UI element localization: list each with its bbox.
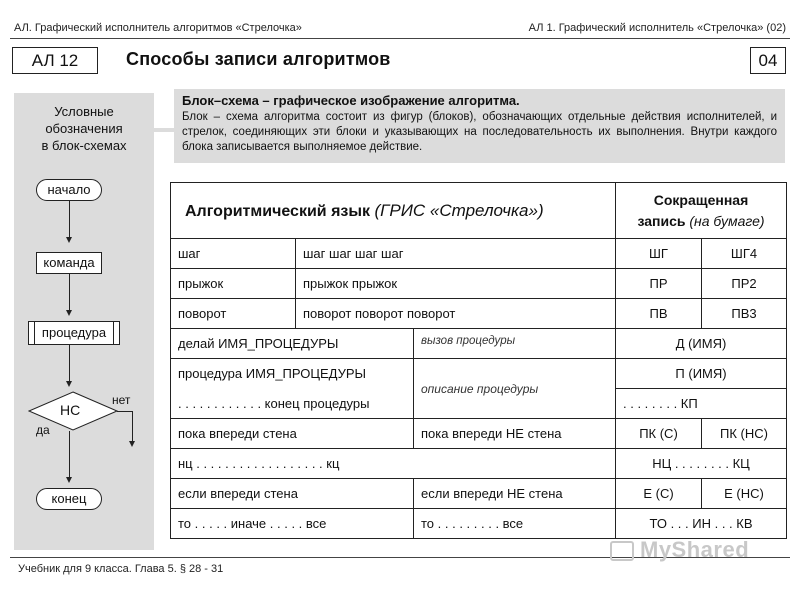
cell: если впереди стена xyxy=(171,479,414,509)
cell: ПК (НС) xyxy=(702,419,787,449)
legend-connector xyxy=(154,128,174,132)
cell: шаг xyxy=(171,239,296,269)
header-main-label: Алгоритмический язык xyxy=(185,202,371,220)
cell: пока впереди стена xyxy=(171,419,414,449)
header-short-line1: Сокращенная xyxy=(653,191,749,208)
cell: П (ИМЯ) xyxy=(616,359,787,389)
flow-arrow xyxy=(66,477,72,483)
cell-note: описание процедуры xyxy=(414,359,616,419)
cell: если впереди НЕ стена xyxy=(414,479,616,509)
no-branch-line xyxy=(132,411,133,445)
table-row xyxy=(171,299,787,329)
cell: поворот поворот поворот xyxy=(296,299,616,329)
watermark-icon xyxy=(610,541,634,561)
procedure-block-shape xyxy=(28,321,120,345)
table-row xyxy=(171,509,787,539)
end-terminal-shape: конец xyxy=(36,488,102,510)
legend-title-line1: Условные xyxy=(54,104,114,119)
legend-title-line3: в блок-схемах xyxy=(41,138,127,153)
condition-yes-label: да xyxy=(36,423,50,437)
flow-line xyxy=(69,201,70,241)
cell: пока впереди НЕ стена xyxy=(414,419,616,449)
cell: то . . . . . . . . . все xyxy=(414,509,616,539)
legend-title xyxy=(14,103,154,154)
flow-line xyxy=(69,274,70,314)
page-number: 04 xyxy=(750,47,786,74)
table-row xyxy=(171,269,787,299)
cell: ПВ xyxy=(616,299,702,329)
flow-line xyxy=(69,345,70,385)
cell: процедура ИМЯ_ПРОЦЕДУРЫ xyxy=(171,359,414,389)
cell: поворот xyxy=(171,299,296,329)
header-main-italic: (ГРИС «Стрелочка») xyxy=(374,200,544,220)
header-left: АЛ. Графический исполнитель алгоритмов «Стрелочка» xyxy=(14,22,302,34)
cell: ПР xyxy=(616,269,702,299)
flow-arrow xyxy=(66,310,72,316)
procedure-right-bar xyxy=(113,322,114,344)
flow-arrow xyxy=(66,237,72,243)
cell: ШГ4 xyxy=(702,239,787,269)
top-divider xyxy=(10,38,790,39)
condition-label: НС xyxy=(60,402,81,418)
cell: нц . . . . . . . . . . . . . . . . . . кц xyxy=(171,449,616,479)
table-row xyxy=(171,479,787,509)
command-block-shape: команда xyxy=(36,252,102,274)
start-terminal-shape: начало xyxy=(36,179,102,201)
header-right: АЛ 1. Графический исполнитель «Стрелочка» (02) xyxy=(528,22,786,34)
watermark-text: MyShared xyxy=(640,537,750,562)
table-row xyxy=(171,449,787,479)
page-title: Способы записи алгоритмов xyxy=(126,49,391,69)
cell: . . . . . . . . КП xyxy=(616,389,787,419)
flow-line xyxy=(69,431,70,481)
cell: ПК (С) xyxy=(616,419,702,449)
header-short-line2: запись xyxy=(637,212,686,229)
no-branch-line xyxy=(117,411,132,412)
table-row xyxy=(171,239,787,269)
header-short-notation xyxy=(616,183,787,239)
definition-title: Блок–схема – графическое изображение алгоритма. xyxy=(182,93,520,108)
cell: ШГ xyxy=(616,239,702,269)
lesson-code: АЛ 12 xyxy=(12,47,98,74)
cell: делай ИМЯ_ПРОЦЕДУРЫ xyxy=(171,329,414,359)
cell: НЦ . . . . . . . . КЦ xyxy=(616,449,787,479)
cell: прыжок прыжок xyxy=(296,269,616,299)
legend-title-line2: обозначения xyxy=(45,121,123,136)
cell: шаг шаг шаг шаг xyxy=(296,239,616,269)
flow-arrow xyxy=(129,441,135,447)
header-short-italic: (на бумаге) xyxy=(689,212,765,229)
header-algorithmic-language xyxy=(171,183,616,239)
procedure-left-bar xyxy=(34,322,35,344)
condition-no-label: нет xyxy=(112,393,131,407)
commands-table xyxy=(170,182,787,539)
cell: прыжок xyxy=(171,269,296,299)
table-row xyxy=(171,359,787,389)
cell: ТО . . . ИН . . . КВ xyxy=(616,509,787,539)
definition-panel xyxy=(174,89,785,163)
table-header-row xyxy=(171,183,787,239)
footer-text: Учебник для 9 класса. Глава 5. § 28 - 31 xyxy=(18,563,224,575)
cell-note: вызов процедуры xyxy=(414,329,616,359)
cell: ПВ3 xyxy=(702,299,787,329)
definition-text: Блок – схема алгоритма состоит из фигур (блоков), обозначающих отдельные действия исполнителей, и стрелок, соединяющих эти блоки и указывающих на последовательность их выполнения. Внутри каждого блока записывается выполняемое действие. xyxy=(182,111,777,153)
cell: Е (С) xyxy=(616,479,702,509)
procedure-label: процедура xyxy=(41,325,107,340)
cell: ПР2 xyxy=(702,269,787,299)
cell: Е (НС) xyxy=(702,479,787,509)
cell: Д (ИМЯ) xyxy=(616,329,787,359)
table-row xyxy=(171,419,787,449)
cell: то . . . . . иначе . . . . . все xyxy=(171,509,414,539)
flowchart-legend xyxy=(14,93,154,550)
flow-arrow xyxy=(66,381,72,387)
table-row xyxy=(171,329,787,359)
cell: . . . . . . . . . . . . конец процедуры xyxy=(171,389,414,419)
